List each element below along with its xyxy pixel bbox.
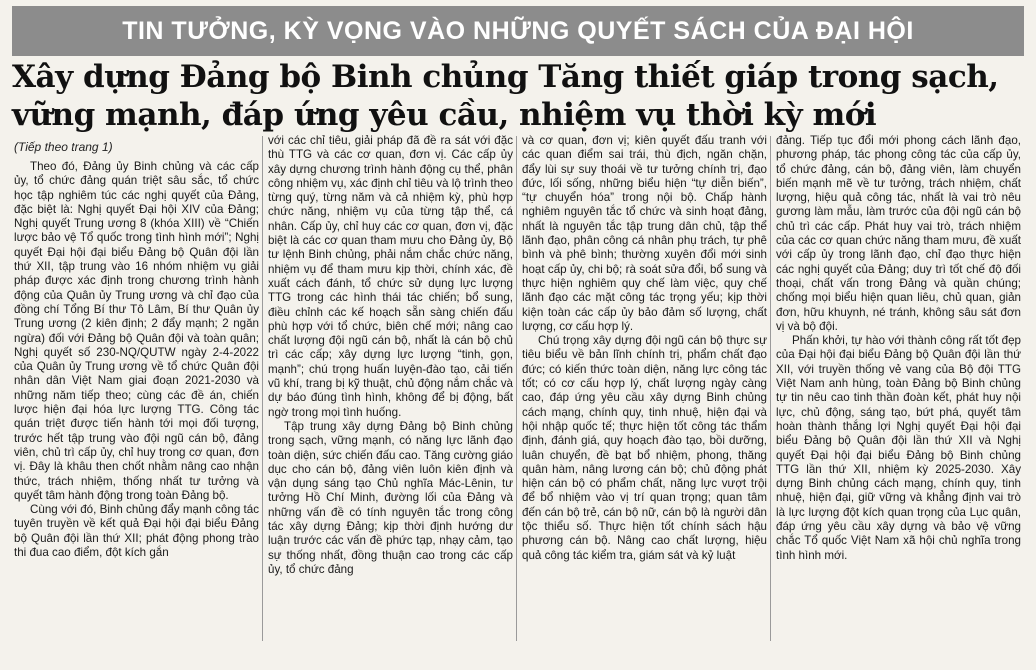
article-column-1 (14, 160, 259, 670)
article-column-2 (268, 134, 513, 644)
article-column-3 (522, 134, 767, 644)
article-body (14, 134, 1026, 644)
section-banner (12, 6, 1024, 56)
paragraph: đảng. Tiếp tục đổi mới phong cách lãnh đạo, phương pháp, tác phong công tác của cấp ủy, tổ chức đảng, cán bộ, đảng viên, làm chuyển biến mạnh mẽ về tư tưởng, trách nhiệm, chất lượng, hiệu quả công tác, nhất là vai trò nêu gương làm mẫu, làm trước của đội ngũ cán bộ chủ trì các cấp. Phát huy vai trò, trách nhiệm của các cơ quan chức năng tham mưu, đề xuất với cấp ủy trong lãnh đạo, chỉ đạo thực hiện các nghị quyết của Đảng; duy trì tốt chế độ đối thoại, chất vấn trong Đảng và quần chúng; chống mọi biểu hiện quan liêu, chủ quan, giản đơn, hữu khuynh, né tránh, không sâu sát đơn vị và bộ đội. (776, 134, 1021, 333)
headline-line-2: vững mạnh, đáp ứng yêu cầu, nhiệm vụ thời kỳ mới (12, 97, 877, 133)
headline-line-1: Xây dựng Đảng bộ Binh chủng Tăng thiết giáp trong sạch, (12, 59, 999, 95)
paragraph: Chú trọng xây dựng đội ngũ cán bộ thực sự tiêu biểu về bản lĩnh chính trị, phẩm chất đạo đức; có kiến thức toàn diện, năng lực công tác tốt; có cơ cấu hợp lý, chất lượng ngày càng cao, đáp ứng yêu cầu xây dựng Binh chủng cách mạng, chính quy, tinh nhuệ, hiện đại và hội nhập quốc tế; thực hiện tốt công tác thẩm định, đánh giá, quy hoạch đào tạo, bồi dưỡng, luân chuyển, đề bạt bổ nhiệm, phong, thăng quân hàm, nâng lương cán bộ; chủ động phát hiện cán bộ có phẩm chất, năng lực vượt trội để bổ nhiệm vào vị trí quan trọng; quan tâm đến cán bộ trẻ, cán bộ nữ, cán bộ là người dân tộc thiểu số. Thực hiện tốt chính sách hậu phương cán bộ. Nâng cao chất lượng, hiệu quả công tác kiểm tra, giám sát và kỷ luật (522, 334, 767, 562)
article-headline (12, 58, 1024, 134)
continued-note: (Tiếp theo trang 1) (14, 140, 113, 154)
paragraph: và cơ quan, đơn vị; kiên quyết đấu tranh với các quan điểm sai trái, thù địch, ngăn chặn, đẩy lùi sự suy thoái về tư tưởng chính trị, đạo đức, lối sống, những biểu hiện “tự diễn biến”, “tự chuyển hóa” trong nội bộ. Chấp hành nghiêm nguyên tắc tổ chức và sinh hoạt đảng, nhất là nguyên tắc tập trung dân chủ, tập thể lãnh đạo, phân công cá nhân phụ trách, tự phê bình và phê bình; thường xuyên đổi mới sinh hoạt cấp ủy, chi bộ; rà soát sửa đổi, bổ sung và thực hiện nghiêm quy chế làm việc, quy chế lãnh đạo các mặt công tác trọng yếu; kịp thời kiện toàn các cấp ủy bảo đảm số lượng, chất lượng, cơ cấu hợp lý. (522, 134, 767, 333)
paragraph: Cùng với đó, Binh chủng đẩy mạnh công tác tuyên truyền về kết quả Đại hội đại biểu Đảng bộ Quân đội lần thứ XII; phát động phong trào thi đua cao điểm, đột kích gắn (14, 503, 259, 560)
section-banner-text: TIN TƯỞNG, KỲ VỌNG VÀO NHỮNG QUYẾT SÁCH CỦA ĐẠI HỘI (122, 16, 914, 45)
paragraph: Theo đó, Đảng ủy Binh chủng và các cấp ủy, tổ chức đảng quán triệt sâu sắc, tổ chức học tập nghiêm túc các nghị quyết của Đảng, đặc biệt là: Nghị quyết Đại hội XIV của Đảng; Nghị quyết Trung ương 8 (khóa XIII) về “Chiến lược bảo vệ Tổ quốc trong tình hình mới”; Nghị quyết Đại hội đại biểu Đảng bộ Quân đội lần thứ XII, tập trung vào 16 nhóm nhiệm vụ giải pháp được xác định trong chương trình hành động của Quân ủy Trung ương và chỉ đạo của đồng chí Tổng Bí thư Tô Lâm, Bí thư Quân ủy Trung ương (2 kiên định; 2 đẩy mạnh; 2 ngăn ngừa) đối với Đảng bộ Quân đội và toàn quân; Nghị quyết số 230-NQ/QUTW ngày 2-4-2022 của Quân ủy Trung ương về tổ chức Quân đội nhân dân Việt Nam giai đoạn 2021-2030 và những năm tiếp theo; cùng các đề án, chiến lược hiện đại hóa lực lượng TTG. Công tác quán triệt được tiến hành tới mọi đối tượng, trước hết tập trung vào đội ngũ cán bộ, đảng viên, chủ trì cấp ủy, chỉ huy trong cơ quan, đơn vị. Đây là khâu then chốt nhằm nâng cao nhận thức, trách nhiệm, thống nhất tư tưởng và quyết tâm hành động trong toàn Đảng bộ. (14, 160, 259, 502)
article-column-4 (776, 134, 1021, 644)
paragraph: Tập trung xây dựng Đảng bộ Binh chủng trong sạch, vững mạnh, có năng lực lãnh đạo toàn diện, sức chiến đấu cao. Tăng cường giáo dục cho cán bộ, đảng viên luôn kiên định và vận dụng sáng tạo Chủ nghĩa Mác-Lênin, tư tưởng Hồ Chí Minh, đường lối của Đảng và những vấn đề có tính nguyên tắc trong công tác xây dựng Đảng; kịp thời định hướng dư luận trước các vấn đề phức tạp, nhạy cảm, tạo sự thống nhất, đồng thuận cao trong các cấp ủy, tổ chức đảng (268, 419, 513, 576)
paragraph: với các chỉ tiêu, giải pháp đã đề ra sát với đặc thù TTG và các cơ quan, đơn vị. Các cấp ủy xây dựng chương trình hành động cụ thể, phân công nhiệm vụ, xác định chỉ tiêu và lộ trình theo từng quý, từng năm và cả nhiệm kỳ, phù hợp chức năng, nhiệm vụ của từng tập thể, cá nhân. Cấp ủy, chỉ huy các cơ quan, đơn vị, đặc biệt là các cơ quan tham mưu cho Đảng ủy, Bộ tư lệnh Binh chủng, phải nắm chắc chức năng, nhiệm vụ để tham mưu kịp thời, chính xác, đề xuất cách đánh, tổ chức sử dụng lực lượng TTG trong các hình thái tác chiến; bổ sung, điều chỉnh các kế hoạch sẵn sàng chiến đấu phù hợp với tổ chức, biên chế mới; nâng cao chất lượng đội ngũ cán bộ, nhất là cán bộ chủ trì các cấp; xây dựng lực lượng “tinh, gọn, mạnh”; chú trọng huấn luyện-đào tạo, cải tiến vũ khí, trang bị kỹ thuật, chủ động nắm chắc và dự báo đúng tình hình, không để bị động, bất ngờ trong mọi tình huống. (268, 134, 513, 419)
paragraph: Phấn khởi, tự hào với thành công rất tốt đẹp của Đại hội đại biểu Đảng bộ Quân đội lần thứ XII, với truyền thống vẻ vang của Bộ đội TTG Việt Nam anh hùng, toàn Đảng bộ Binh chủng tự tin nêu cao tinh thần đoàn kết, phát huy nội lực, chủ động, sáng tạo, bứt phá, quyết tâm hoàn thành thắng lợi Nghị quyết Đại hội đại biểu Đảng bộ Quân đội lần thứ XII và Nghị quyết Đại hội đại biểu Đảng bộ Binh chủng TTG lần thứ XII, nhiệm kỳ 2025-2030. Xây dựng Binh chủng cách mạng, chính quy, tinh nhuệ, hiện đại, giữ vững và khẳng định vai trò là lực lượng đột kích quan trọng của Lục quân, đáp ứng yêu cầu xây dựng và bảo vệ vững chắc Tổ quốc Việt Nam xã hội chủ nghĩa trong tình hình mới. (776, 334, 1021, 562)
